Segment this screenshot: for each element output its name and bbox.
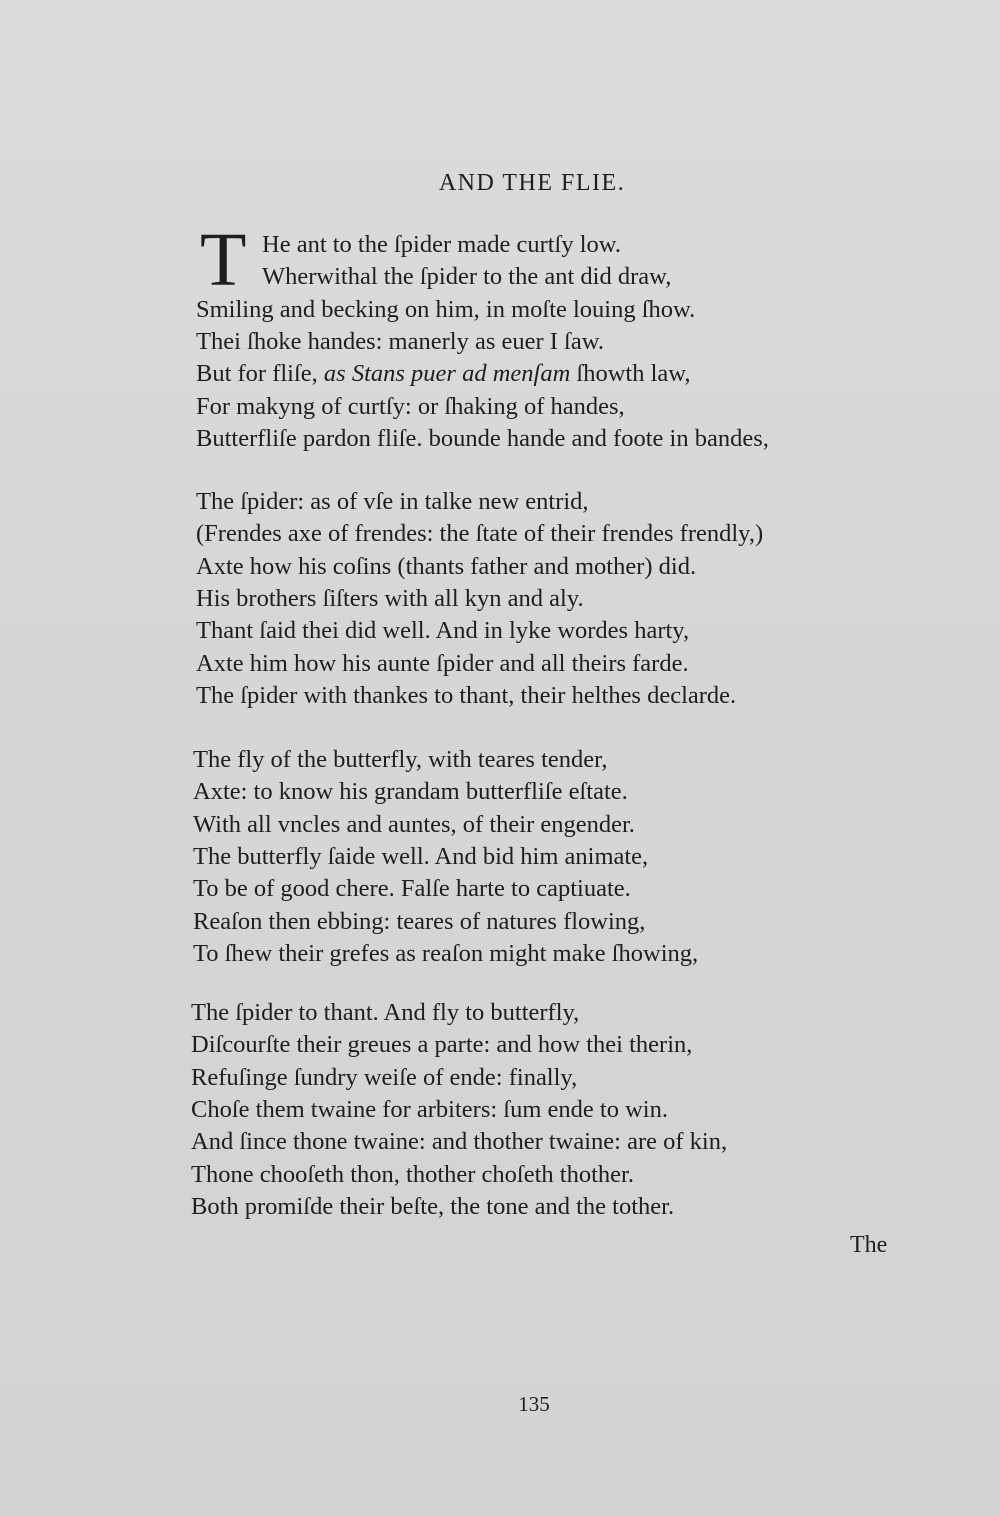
verse-line: The ſpider with thankes to thant, their helthes declarde. xyxy=(196,681,737,709)
verse-line: Choſe them twaine for arbiters: ſum ende to win. xyxy=(191,1095,668,1123)
verse-line: Wherwithal the ſpider to the ant did draw, xyxy=(262,263,672,291)
verse-line: For makyng of curtſy: or ſhaking of handes, xyxy=(196,392,625,420)
verse-line: The ſpider: as of vſe in talke new entrid, xyxy=(196,488,589,515)
verse-line: Thei ſhoke handes: manerly as euer I ſaw. xyxy=(196,327,604,355)
verse-line: Reaſon then ebbing: teares of natures flowing, xyxy=(193,907,646,935)
verse-line: The fly of the butterfly, with teares tender, xyxy=(193,746,608,773)
verse-text: ſhowth law, xyxy=(570,360,691,388)
verse-line: (Frendes axe of frendes: the ſtate of their frendes frendly,) xyxy=(196,520,764,548)
verse-line: With all vncles and auntes, of their engender. xyxy=(193,810,635,838)
page-title: AND THE FLIE. xyxy=(438,170,626,196)
verse-line: The butterfly ſaide well. And bid him animate, xyxy=(193,842,649,870)
verse-line: Axte how his coſins (thants father and mother) did. xyxy=(196,552,697,580)
verse-line: To be of good chere. Falſe harte to captiuate. xyxy=(193,875,631,903)
drop-cap: T xyxy=(200,218,247,302)
verse-line: Axte: to know his grandam butterfliſe eſtate. xyxy=(193,778,628,806)
verse-line: His brothers ſiſters with all kyn and aly. xyxy=(196,584,584,612)
verse-line xyxy=(196,359,691,389)
verse-line: He ant to the ſpider made curtſy low. xyxy=(262,231,621,258)
catchword: The xyxy=(850,1232,888,1258)
italic-quotation: as Stans puer ad menſam xyxy=(323,360,571,388)
page-number: 135 xyxy=(518,1392,550,1416)
verse-line: And ſince thone twaine: and thother twaine: are of kin, xyxy=(191,1128,728,1156)
verse-line: The ſpider to thant. And fly to butterfly, xyxy=(191,999,580,1026)
verse-line: Thone chooſeth thon, thother choſeth thother. xyxy=(191,1160,634,1188)
verse-text: But for fliſe, xyxy=(196,360,324,388)
verse-line: Butterfliſe pardon fliſe. bounde hande and foote in bandes, xyxy=(196,424,769,452)
verse-line: Axte him how his aunte ſpider and all theirs farde. xyxy=(196,649,689,677)
verse-line: Thant ſaid thei did well. And in lyke wordes harty, xyxy=(196,617,690,645)
verse-line: Both promiſde their beſte, the tone and the tother. xyxy=(191,1192,675,1220)
verse-line: To ſhew their grefes as reaſon might make ſhowing, xyxy=(193,939,699,967)
verse-line: Smiling and becking on him, in moſte louing ſhow. xyxy=(196,295,696,323)
verse-line: Diſcourſte their greues a parte: and how thei therin, xyxy=(191,1031,693,1059)
verse-line: Refuſinge ſundry weiſe of ende: finally, xyxy=(191,1063,578,1091)
